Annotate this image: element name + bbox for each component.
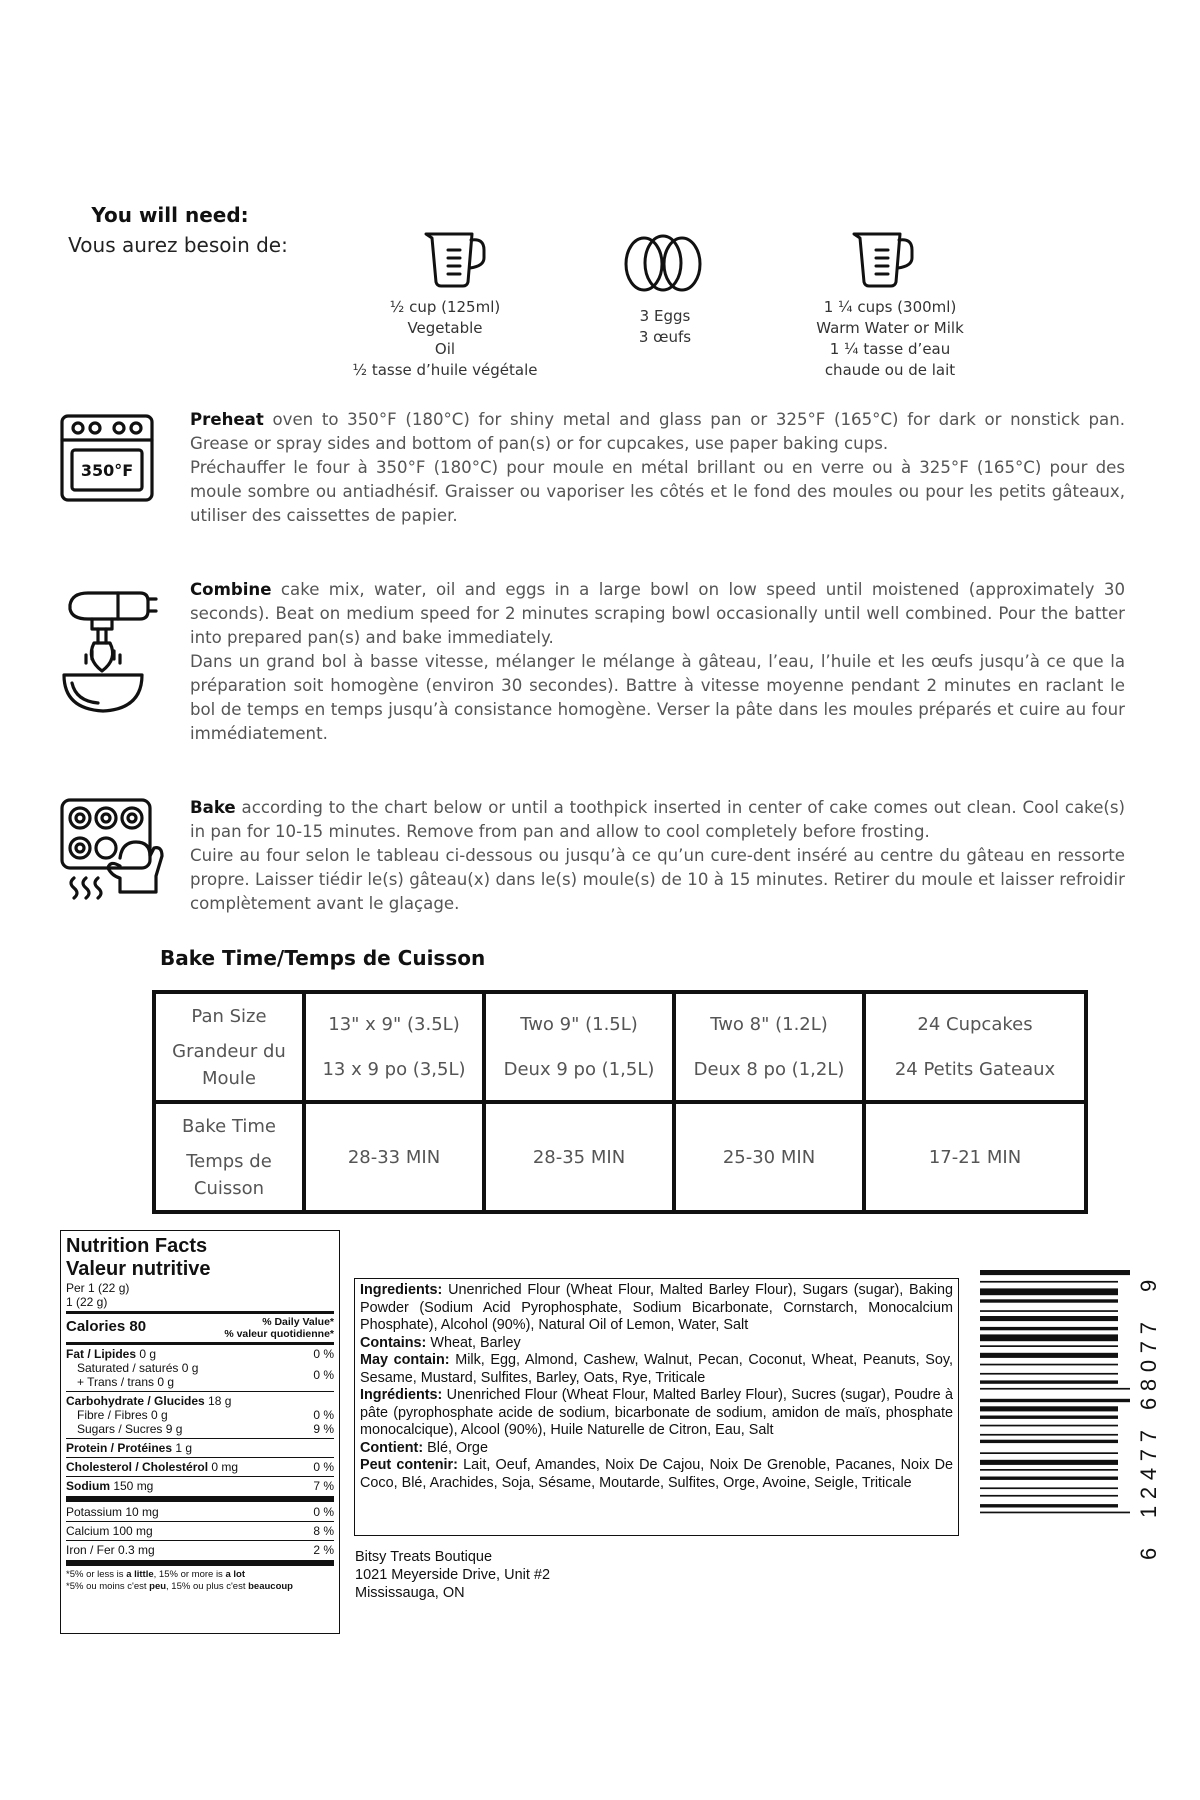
nutrition-title-fr: Valeur nutritive	[66, 1258, 211, 1280]
pan-size-label-cell	[154, 992, 304, 1102]
step-combine-fr: Dans un grand bol à basse vitesse, mélanger le mélange à gâteau, l’eau, l’huile et les œufs jusqu’à ce que la préparation soit homogène (environ 30 secondes). Battre à vitesse moyenne pendant 2 minutes en raclant le bol de temps en temps jusqu’à consistance homogène. Verser la pâte dans les moules préparés et cuire au four immédiatement.	[190, 652, 1125, 743]
barcode-bar	[980, 1334, 1118, 1341]
calcium-row	[66, 1524, 334, 1538]
contains-text: Wheat, Barley	[426, 1334, 521, 1351]
need-item-line: Oil	[434, 340, 456, 358]
footnote-text: *5% ou moins c'est	[66, 1581, 150, 1592]
fibre-dv: 0 %	[313, 1408, 334, 1422]
serving-size-fr: 1 (22 g)	[66, 1295, 108, 1309]
cholesterol-row	[66, 1460, 334, 1474]
pan-size-cell	[864, 992, 1086, 1102]
potassium: Potassium 10 mg	[66, 1505, 159, 1519]
footnote-text: , 15% ou plus c'est	[166, 1581, 249, 1592]
ingredients-text-fr: Unenriched Flour (Wheat Flour, Malted Barley Flour), Sucres (sugar), Poudre à pâte (pyrophosphate acide de sodium, bicarbonate de sodium, amidon de maïs, phosphate monocalcique), Alcool (90%), Huile Naturelle de Citron, Eau, Salt	[360, 1387, 953, 1438]
pan-size-label-fr: Grandeur du Moule	[172, 1040, 286, 1089]
sodium-row	[66, 1479, 334, 1493]
barcode-bar	[980, 1373, 1118, 1375]
serving-size: Per 1 (22 g)	[66, 1281, 130, 1295]
barcode-bar	[980, 1487, 1118, 1489]
barcode-digit-left: 6	[1136, 1547, 1161, 1560]
eggs-icon	[622, 232, 704, 294]
potassium-dv: 0 %	[313, 1505, 334, 1519]
pan-size-fr: 13 x 9 po (3,5L)	[322, 1059, 466, 1080]
step-combine-en	[190, 578, 1125, 650]
ingredients-panel	[354, 1278, 959, 1536]
barcode-bar	[980, 1425, 1118, 1427]
street-address: 1021 Meyerside Drive, Unit #2	[355, 1567, 551, 1583]
saturated-dv: 0 %	[313, 1368, 334, 1382]
need-item-line: chaude ou de lait	[824, 361, 956, 379]
mixer-icon	[58, 585, 158, 715]
step-text-en: cake mix, water, oil and eggs in a large bowl on low speed until moistened (approximately 30 seconds). Beat on medium speed for 2 minutes scraping bowl occasionally until well combined. Pour the batter into prepared pan(s) and bake immediately.	[190, 580, 1125, 647]
barcode-bar	[980, 1327, 1118, 1330]
oven-temperature-label: 350°F	[80, 461, 134, 480]
pan-size-fr: 24 Petits Gateaux	[894, 1059, 1056, 1080]
iron: Iron / Fer 0.3 mg	[66, 1543, 155, 1557]
bake-time-label-cell	[154, 1102, 304, 1212]
barcode-bar	[980, 1353, 1118, 1358]
sugars-row	[66, 1422, 334, 1436]
barcode-bar	[980, 1388, 1130, 1390]
saturated-trans-row	[66, 1361, 334, 1389]
barcode-bar	[980, 1416, 1118, 1419]
carb-row	[66, 1394, 334, 1408]
pan-size-en: Two 8" (1.2L)	[710, 1014, 828, 1035]
barcode-bar	[980, 1495, 1118, 1497]
bake-time-cell: 28-35 MIN	[484, 1102, 674, 1212]
fibre: Fibre / Fibres 0 g	[77, 1408, 168, 1422]
may-contain-fr	[360, 1457, 953, 1492]
pan-size-en: 13" x 9" (3.5L)	[328, 1014, 460, 1035]
sugars-dv: 9 %	[313, 1422, 334, 1436]
bake-time-cell: 28-33 MIN	[304, 1102, 484, 1212]
cholesterol-label: Cholesterol / Cholestérol	[66, 1460, 209, 1474]
measuring-cup-icon	[418, 228, 490, 288]
fibre-row	[66, 1408, 334, 1422]
sodium-amount: 150 mg	[110, 1479, 154, 1493]
barcode-bar	[980, 1310, 1118, 1312]
oven-icon	[58, 412, 156, 504]
step-bake-en	[190, 796, 1125, 844]
bake-time-label-en: Bake Time	[181, 1115, 276, 1137]
ingredients-en	[360, 1282, 953, 1335]
footnote-text: *5% or less is	[66, 1569, 127, 1580]
footnote-bold: a lot	[225, 1569, 245, 1580]
cholesterol-dv: 0 %	[313, 1460, 334, 1474]
barcode-bar	[980, 1406, 1118, 1411]
calories-row	[66, 1316, 334, 1340]
barcode-bar	[980, 1452, 1118, 1454]
need-item-line: ½ tasse d’huile végétale	[352, 361, 538, 379]
bake-time-cell: 17-21 MIN	[864, 1102, 1086, 1212]
contains-label: Contains:	[360, 1334, 427, 1351]
contains-en	[360, 1335, 953, 1353]
pan-size-fr: Deux 8 po (1,2L)	[693, 1059, 845, 1080]
daily-value-header-fr: % valeur quotidienne*	[224, 1328, 334, 1340]
barcode-bar	[980, 1316, 1118, 1321]
sodium-dv: 7 %	[313, 1479, 334, 1493]
company-name: Bitsy Treats Boutique	[355, 1549, 493, 1565]
need-item-line: 1 ¼ cups (300ml)	[823, 298, 957, 316]
bake-time-row	[154, 1102, 1086, 1212]
need-item-eggs	[600, 306, 730, 348]
calcium: Calcium 100 mg	[66, 1524, 153, 1538]
barcode-bar	[980, 1299, 1118, 1302]
may-contain-label: May contain:	[360, 1352, 450, 1368]
bake-time-table	[152, 990, 1088, 1214]
pan-size-label-en: Pan Size	[191, 1005, 267, 1027]
barcode-bar	[980, 1288, 1118, 1295]
fat-row	[66, 1347, 334, 1361]
barcode-bar	[980, 1281, 1118, 1283]
footnote-bold: peu	[149, 1581, 167, 1592]
protein-amount: 1 g	[172, 1441, 193, 1455]
may-contain-en	[360, 1352, 953, 1387]
footnote-text: , 15% or more is	[153, 1569, 226, 1580]
step-combine-text	[190, 578, 1125, 746]
barcode-bar	[980, 1270, 1130, 1275]
need-item-line: 3 Eggs	[639, 307, 691, 325]
may-contain-text: Milk, Egg, Almond, Cashew, Walnut, Pecan, Coconut, Wheat, Peanuts, Soy, Sesame, Mustard, Sulfites, Barley, Oats, Rye, Triticale	[360, 1352, 954, 1386]
barcode-bar	[980, 1440, 1118, 1443]
ingredients-label: Ingredients:	[360, 1282, 443, 1298]
step-bake-text	[190, 796, 1125, 916]
may-contain-label-fr: Peut contenir:	[360, 1457, 458, 1473]
fat-label: Fat / Lipides	[66, 1347, 137, 1361]
calcium-dv: 8 %	[313, 1524, 334, 1538]
barcode-bar	[980, 1469, 1118, 1471]
may-contain-text-fr: Lait, Oeuf, Amandes, Noix De Cajou, Noix De Grenoble, Pacanes, Noix De Coco, Blé, Arachides, Soja, Sésame, Moutarde, Sulfites, Orge, Avoine, Seigle, Triticale	[360, 1457, 953, 1491]
barcode-bar	[980, 1380, 1118, 1383]
barcode-bar	[980, 1477, 1118, 1480]
bake-time-label-fr: Temps de Cuisson	[186, 1150, 272, 1199]
calories-label: Calories	[66, 1318, 126, 1335]
barcode-bar	[980, 1345, 1118, 1347]
step-text-en: according to the chart below or until a toothpick inserted in center of cake comes out clean. Cool cake(s) in pan for 10-15 minutes. Remove from pan and allow to cool completely before frosting.	[190, 798, 1125, 841]
pan-size-row	[154, 992, 1086, 1102]
bake-time-title: Bake Time/Temps de Cuisson	[160, 946, 486, 970]
fat-dv: 0 %	[313, 1347, 334, 1361]
need-item-line: 1 ¼ tasse d’eau	[829, 340, 951, 358]
step-bake-fr: Cuire au four selon le tableau ci-dessous ou jusqu’à ce qu’un cure-dent inséré au centre du gâteau en ressorte propre. Laisser tiédir le(s) gâteau(x) dans le(s) moule(s) de 10 à 15 minutes. Retirer du moule et laisser refroidir complètement avant le glaçage.	[190, 846, 1125, 913]
need-item-line: ½ cup (125ml) Vegetable	[389, 298, 501, 337]
step-preheat-text	[190, 408, 1125, 528]
step-keyword: Bake	[190, 798, 236, 817]
pan-size-fr: Deux 9 po (1,5L)	[503, 1059, 655, 1080]
need-item-oil	[350, 297, 540, 381]
potassium-row	[66, 1505, 334, 1519]
step-preheat-en	[190, 408, 1125, 456]
need-item-line: Warm Water or Milk	[816, 319, 964, 337]
pan-size-en: 24 Cupcakes	[917, 1014, 1033, 1035]
barcode-bar	[980, 1399, 1130, 1402]
bake-time-cell: 25-30 MIN	[674, 1102, 864, 1212]
iron-row	[66, 1543, 334, 1557]
footnote-bold: a little	[126, 1569, 154, 1580]
need-item-line: 3 œufs	[638, 328, 692, 346]
iron-dv: 2 %	[313, 1543, 334, 1557]
barcode-bar	[980, 1364, 1118, 1366]
footnote-bold: beaucoup	[248, 1581, 293, 1592]
you-will-need-title: You will need:	[91, 203, 249, 227]
step-preheat-fr: Préchauffer le four à 350°F (180°C) pour moule en métal brillant ou en verre ou à 325°F (165°C) pour des moule sombre ou antiadhésif. Graisser ou vaporiser les côtés et le fond des moules ou pour les petits gâteaux, utiliser des caissettes de papier.	[190, 458, 1125, 525]
city-province: Mississauga, ON	[355, 1585, 465, 1601]
step-keyword: Preheat	[190, 410, 264, 429]
nutrition-footnote-fr	[66, 1581, 334, 1593]
you-will-need-subtitle-fr: Vous aurez besoin de:	[68, 233, 288, 257]
measuring-cup-icon	[846, 228, 918, 288]
muffin-tin-mitt-icon	[58, 796, 170, 900]
contains-fr	[360, 1440, 953, 1458]
barcode-digits-group2: 68077	[1136, 1322, 1161, 1410]
nutrition-facts-panel	[60, 1230, 340, 1634]
cholesterol-amount: 0 mg	[208, 1460, 239, 1474]
ingredients-text: Unenriched Flour (Wheat Flour, Malted Barley Flour), Sugars (sugar), Baking Powder (Sodium Acid Pyrophosphate, Sodium Bicarbonate, Cornstarch, Monocalcium Phosphate), Alcohol (90%), Natural Oil of Lemon, Water, Salt	[360, 1282, 953, 1333]
company-address	[355, 1548, 550, 1602]
need-item-water	[790, 297, 990, 381]
fat-amount: 0 g	[136, 1347, 157, 1361]
daily-value-header-en: % Daily Value*	[262, 1316, 334, 1328]
barcode-digits-group1: 12477	[1136, 1430, 1161, 1518]
contains-label-fr: Contient:	[360, 1439, 424, 1456]
sodium-label: Sodium	[66, 1479, 110, 1493]
ingredients-fr	[360, 1387, 953, 1440]
carb-amount: 18 g	[204, 1394, 232, 1408]
barcode-bar	[980, 1512, 1130, 1514]
sugars: Sugars / Sucres 9 g	[77, 1422, 183, 1436]
nutrition-title-en: Nutrition Facts	[66, 1235, 208, 1257]
step-keyword: Combine	[190, 580, 272, 599]
calories-value: 80	[129, 1318, 147, 1335]
pan-size-cell	[304, 992, 484, 1102]
pan-size-cell	[674, 992, 864, 1102]
barcode-bar	[980, 1460, 1118, 1465]
barcode-bars	[980, 1270, 1130, 1513]
nutrition-footnote-en	[66, 1569, 334, 1581]
contains-text-fr: Blé, Orge	[423, 1439, 488, 1456]
barcode-bar	[980, 1434, 1118, 1436]
carb-label: Carbohydrate / Glucides	[66, 1394, 205, 1408]
saturated-fat: Saturated / saturés 0 g	[77, 1361, 199, 1375]
pan-size-cell	[484, 992, 674, 1102]
step-text-en: oven to 350°F (180°C) for shiny metal and glass pan or 325°F (165°C) for dark or nonstick pan. Grease or spray sides and bottom of pan(s) or for cupcakes, use paper baking cups.	[190, 410, 1125, 453]
barcode	[968, 1260, 1168, 1570]
trans-fat: + Trans / trans 0 g	[77, 1375, 175, 1389]
ingredients-label-fr: Ingrédients:	[360, 1387, 443, 1403]
barcode-bar	[980, 1504, 1118, 1507]
protein-label: Protein / Protéines	[66, 1441, 173, 1455]
protein-row	[66, 1441, 334, 1455]
pan-size-en: Two 9" (1.5L)	[520, 1014, 638, 1035]
barcode-digit-right: 9	[1136, 1279, 1161, 1292]
